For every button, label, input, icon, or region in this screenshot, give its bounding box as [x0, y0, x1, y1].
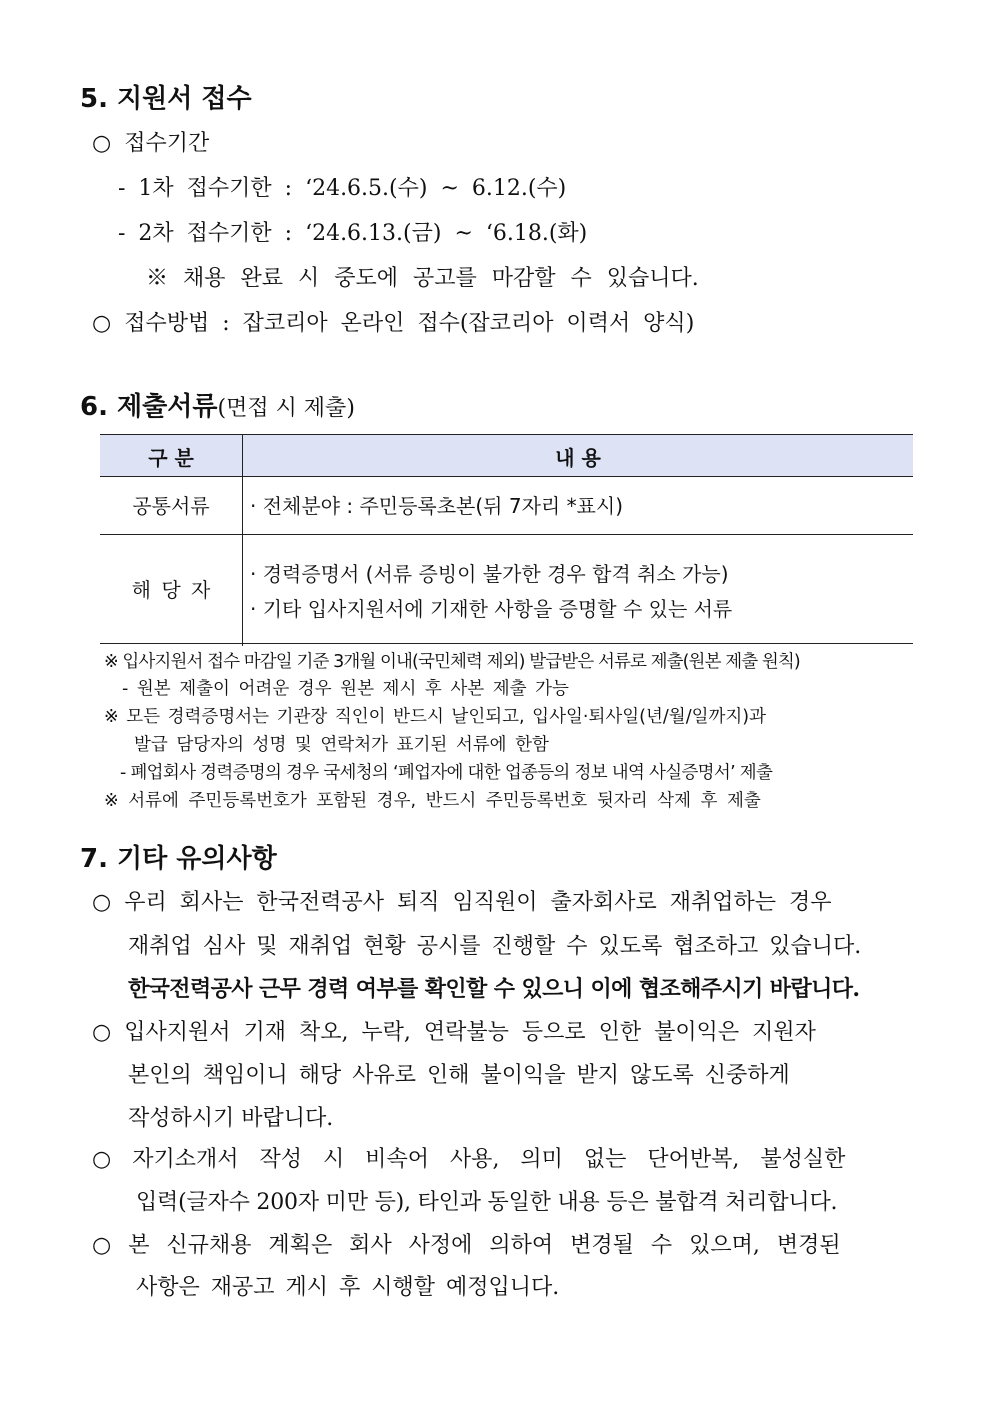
section-6-title	[80, 386, 355, 423]
notice-application-errors: 작성하시기 바랍니다.	[128, 1106, 334, 1131]
row-applicable-label: 해 당 자	[131, 578, 211, 602]
notice-application-errors: ○ 입사지원서 기재 착오, 누락, 연락불능 등으로 인한 불이익은 지원자	[92, 1020, 816, 1045]
reception-method-bullet: ○ 접수방법 : 잡코리아 온라인 접수(잡코리아 이력서 양식)	[92, 311, 695, 336]
documents-note: ※ 입사지원서 접수 마감일 기준 3개월 이내(국민체력 제외) 발급받은 서류로 제출(원본 제출 원칙)	[104, 652, 800, 672]
documents-note: ※ 서류에 주민등록번호가 포함된 경우, 반드시 주민등록번호 뒷자리 삭제 후 제출	[104, 791, 761, 811]
documents-table	[100, 434, 913, 646]
first-round-deadline: - 1차 접수기한 : ‘24.6.5.(수) ~ 6.12.(수)	[118, 176, 567, 201]
documents-note: - 폐업회사 경력증명의 경우 국세청의 ‘폐업자에 대한 업종등의 정보 내역 사실증명서’ 제출	[120, 763, 773, 783]
table-rule	[100, 534, 913, 535]
notice-alumni-emphasis: 한국전력공사 근무 경력 여부를 확인할 수 있으니 이에 협조해주시기 바랍니다.	[128, 976, 860, 1002]
row-common-label: 공통서류	[132, 494, 210, 518]
section-7-title: 7. 기타 유의사항	[80, 844, 277, 874]
notice-plan-change: 사항은 재공고 게시 후 시행할 예정입니다.	[136, 1275, 560, 1300]
notice-application-errors: 본인의 책임이니 해당 사유로 인해 불이익을 받지 않도록 신중하게	[128, 1063, 790, 1088]
section-6-title-main: 6. 제출서류	[80, 392, 218, 422]
early-close-note: ※ 채용 완료 시 중도에 공고를 마감할 수 있습니다.	[146, 266, 699, 291]
header-category: 구 분	[148, 446, 194, 470]
second-round-deadline: - 2차 접수기한 : ‘24.6.13.(금) ~ ‘6.18.(화)	[118, 221, 588, 246]
row-common-item: · 전체분야 : 주민등록초본(뒤 7자리 *표시)	[250, 494, 624, 518]
section-5-title: 5. 지원서 접수	[80, 84, 252, 114]
notice-self-intro: ○ 자기소개서 작성 시 비속어 사용, 의미 없는 단어반복, 불성실한	[92, 1147, 846, 1172]
notice-alumni: ○ 우리 회사는 한국전력공사 퇴직 임직원이 출자회사로 재취업하는 경우	[92, 890, 832, 915]
documents-note: ※ 모든 경력증명서는 기관장 직인이 반드시 날인되고, 입사일·퇴사일(년/월/일까지)과	[104, 707, 767, 727]
notice-self-intro: 입력(글자수 200자 미만 등), 타인과 동일한 내용 등은 불합격 처리합니다.	[136, 1190, 838, 1215]
notice-alumni: 재취업 심사 및 재취업 현황 공시를 진행할 수 있도록 협조하고 있습니다.	[128, 934, 862, 959]
table-rule	[100, 434, 913, 435]
documents-note: 발급 담당자의 성명 및 연락처가 표기된 서류에 한함	[134, 735, 549, 755]
row-applicable-item-1: · 경력증명서 (서류 증빙이 불가한 경우 합격 취소 가능)	[250, 562, 729, 586]
table-rule	[100, 476, 913, 477]
table-rule	[100, 643, 913, 644]
reception-period-bullet: ○ 접수기간	[92, 131, 210, 156]
documents-note: - 원본 제출이 어려운 경우 원본 제시 후 사본 제출 가능	[122, 679, 569, 699]
notice-plan-change: ○ 본 신규채용 계획은 회사 사정에 의하여 변경될 수 있으며, 변경된	[92, 1233, 841, 1258]
header-content: 내 용	[555, 446, 601, 470]
section-6-title-sub: (면접 시 제출)	[217, 396, 355, 421]
row-applicable-item-2: · 기타 입사지원서에 기재한 사항을 증명할 수 있는 서류	[250, 597, 733, 621]
